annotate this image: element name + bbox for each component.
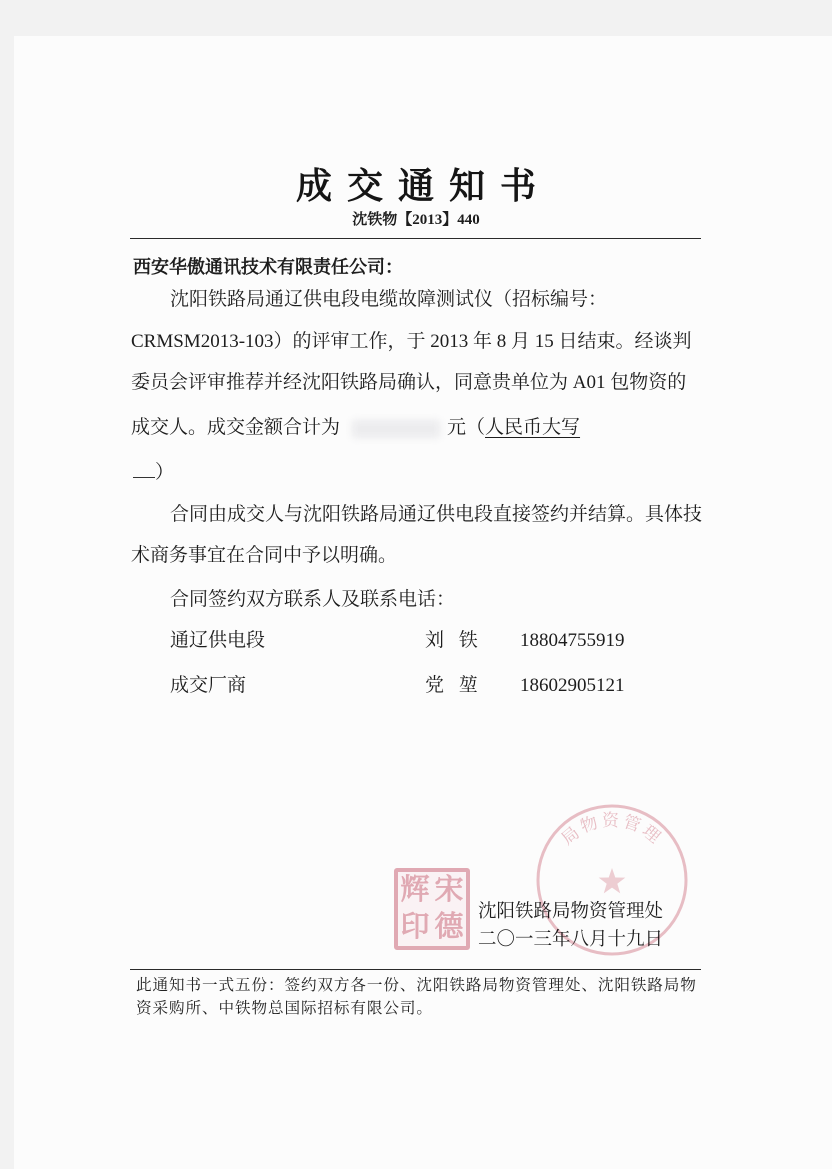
contact-party: 成交厂商 [170,675,247,696]
rmb-uppercase-label: 人民币大写 [485,417,581,438]
seal-char: 辉 [400,874,430,906]
contact-phone: 18602905121 [520,675,625,696]
contact-name: 党 堃 [425,675,478,696]
seal-star-icon [599,868,626,893]
seal-arc-textpath: 局物资管理 [557,811,667,849]
header-divider [130,238,701,239]
footer-line2: 资采购所、中铁物总国际招标有限公司。 [136,1000,433,1017]
addressee: 西安华傲通讯技术有限责任公司： [133,257,403,278]
official-round-seal [532,800,692,960]
para2-line1: 合同由成交人与沈阳铁路局通辽供电段直接签约并结算。具体技 [170,504,703,525]
para1-line1: 沈阳铁路局通辽供电段电缆故障测试仪（招标编号： [170,289,608,310]
seal-char: 印 [400,911,430,943]
amount-words-blank [133,463,155,478]
signature-date: 二〇一三年八月十九日 [478,930,664,950]
para1-line2: CRMSM2013-103）的评审工作，于 2013 年 8 月 15 日结束。经谈判 [131,331,692,352]
closing-paren: ） [155,462,175,483]
para1-line3: 委员会评审推荐并经沈阳铁路局确认，同意贵单位为 A01 包物资的 [131,372,687,393]
para1-line4-suffix [447,416,580,440]
para2-line2: 术商务事宜在合同中予以明确。 [131,545,398,566]
para1-line4-prefix: 成交人。成交金额合计为 [131,417,341,438]
seal-char: 德 [434,911,464,943]
footer-divider [130,969,701,970]
contact-party: 通辽供电段 [170,630,266,651]
document-number: 沈铁物【2013】440 [352,212,480,228]
footer-line1: 此通知书一式五份：签约双方各一份、沈阳铁路局物资管理处、沈阳铁路局物 [136,977,697,994]
contact-name: 刘 铁 [425,630,478,651]
contacts-intro: 合同签约双方联系人及联系电话： [170,589,456,610]
yuan-text: 元（ [447,417,486,438]
para1-line5 [133,461,174,485]
redacted-amount [352,420,440,438]
signature-org: 沈阳铁路局物资管理处 [478,902,664,922]
seal-char: 宋 [434,874,464,906]
personal-seal-stamp [394,868,470,950]
document-title: 成 交 通 知 书 [295,166,536,206]
contact-phone: 18804755919 [520,630,625,651]
